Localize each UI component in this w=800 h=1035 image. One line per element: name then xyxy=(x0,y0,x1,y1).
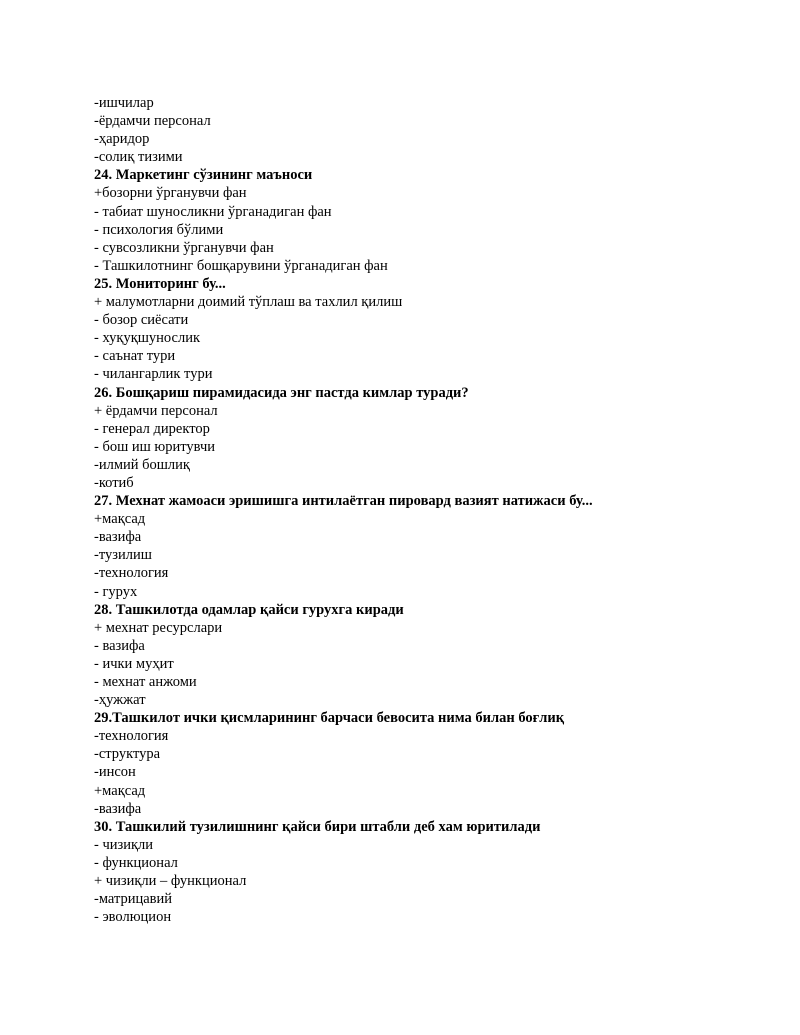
question-heading: 24. Маркетинг сўзининг маъноси xyxy=(94,167,313,184)
answer-option: -структура xyxy=(94,746,161,763)
question-heading: 28. Ташкилотда одамлар қайси гурухга киради xyxy=(94,601,404,618)
answer-option: - хуқуқшунослик xyxy=(94,330,201,347)
answer-option: -ишчилар xyxy=(94,95,154,111)
answer-option: - психология бўлими xyxy=(94,221,224,238)
answer-option: - вазифа xyxy=(94,637,145,654)
question-heading: 29.Ташкилот ички қисмларининг барчаси бевосита нима билан боғлиқ xyxy=(94,710,565,727)
answer-option: -вазифа xyxy=(94,529,142,546)
answer-option: -котиб xyxy=(94,474,134,491)
answer-option: -ҳаридор xyxy=(94,131,150,148)
question-heading: 26. Бошқариш пирамидасида энг пастда кимлар туради? xyxy=(94,384,469,401)
question-heading: 30. Ташкилий тузилишнинг қайси бири штабли деб хам юритилади xyxy=(94,818,541,835)
answer-option: - бош иш юритувчи xyxy=(94,438,216,455)
document-body xyxy=(94,94,714,926)
answer-option: -илмий бошлиқ xyxy=(94,456,190,473)
answer-option: - гурух xyxy=(94,583,138,600)
answer-option: - сувсозликни ўрганувчи фан xyxy=(94,239,274,256)
answer-option: -инсон xyxy=(94,764,136,781)
answer-option: +мақсад xyxy=(94,511,146,528)
answer-option: -солиқ тизими xyxy=(94,149,183,166)
answer-option: +мақсад xyxy=(94,782,146,799)
answer-option: + ёрдамчи персонал xyxy=(94,402,218,419)
answer-option: +бозорни ўрганувчи фан xyxy=(94,185,247,202)
answer-option: -технология xyxy=(94,728,169,745)
answer-option: - чилангарлик тури xyxy=(94,366,213,383)
answer-option: - генерал директор xyxy=(94,420,210,437)
answer-option: - эволюцион xyxy=(94,909,172,926)
answer-option: -технология xyxy=(94,565,169,582)
answer-option: - ички муҳит xyxy=(94,655,174,672)
answer-option: - мехнат анжоми xyxy=(94,674,197,690)
question-heading: 27. Мехнат жамоаси эришишга интилаётган пировард вазият натижаси бу... xyxy=(94,493,593,510)
answer-option: - бозор сиёсати xyxy=(94,312,189,329)
answer-option: - функционал xyxy=(94,854,178,871)
answer-option: - чизиқли xyxy=(94,836,154,853)
answer-option: + чизиқли – функционал xyxy=(94,873,247,890)
answer-option: + малумотларни доимий тўплаш ва тахлил қилиш xyxy=(94,294,403,311)
answer-option: -вазифа xyxy=(94,800,142,817)
answer-option: - саънат тури xyxy=(94,348,176,365)
answer-option: -ёрдамчи персонал xyxy=(94,113,211,130)
answer-option: + мехнат ресурслари xyxy=(94,619,223,636)
answer-option: - Ташкилотнинг бошқарувини ўрганадиган фан xyxy=(94,257,388,274)
answer-option: -тузилиш xyxy=(94,547,152,564)
question-heading: 25. Мониторинг бу... xyxy=(94,275,226,292)
answer-option: -ҳужжат xyxy=(94,692,146,709)
answer-option: - табиат шуносликни ўрганадиган фан xyxy=(94,203,332,220)
answer-option: -матрицавий xyxy=(94,891,173,908)
